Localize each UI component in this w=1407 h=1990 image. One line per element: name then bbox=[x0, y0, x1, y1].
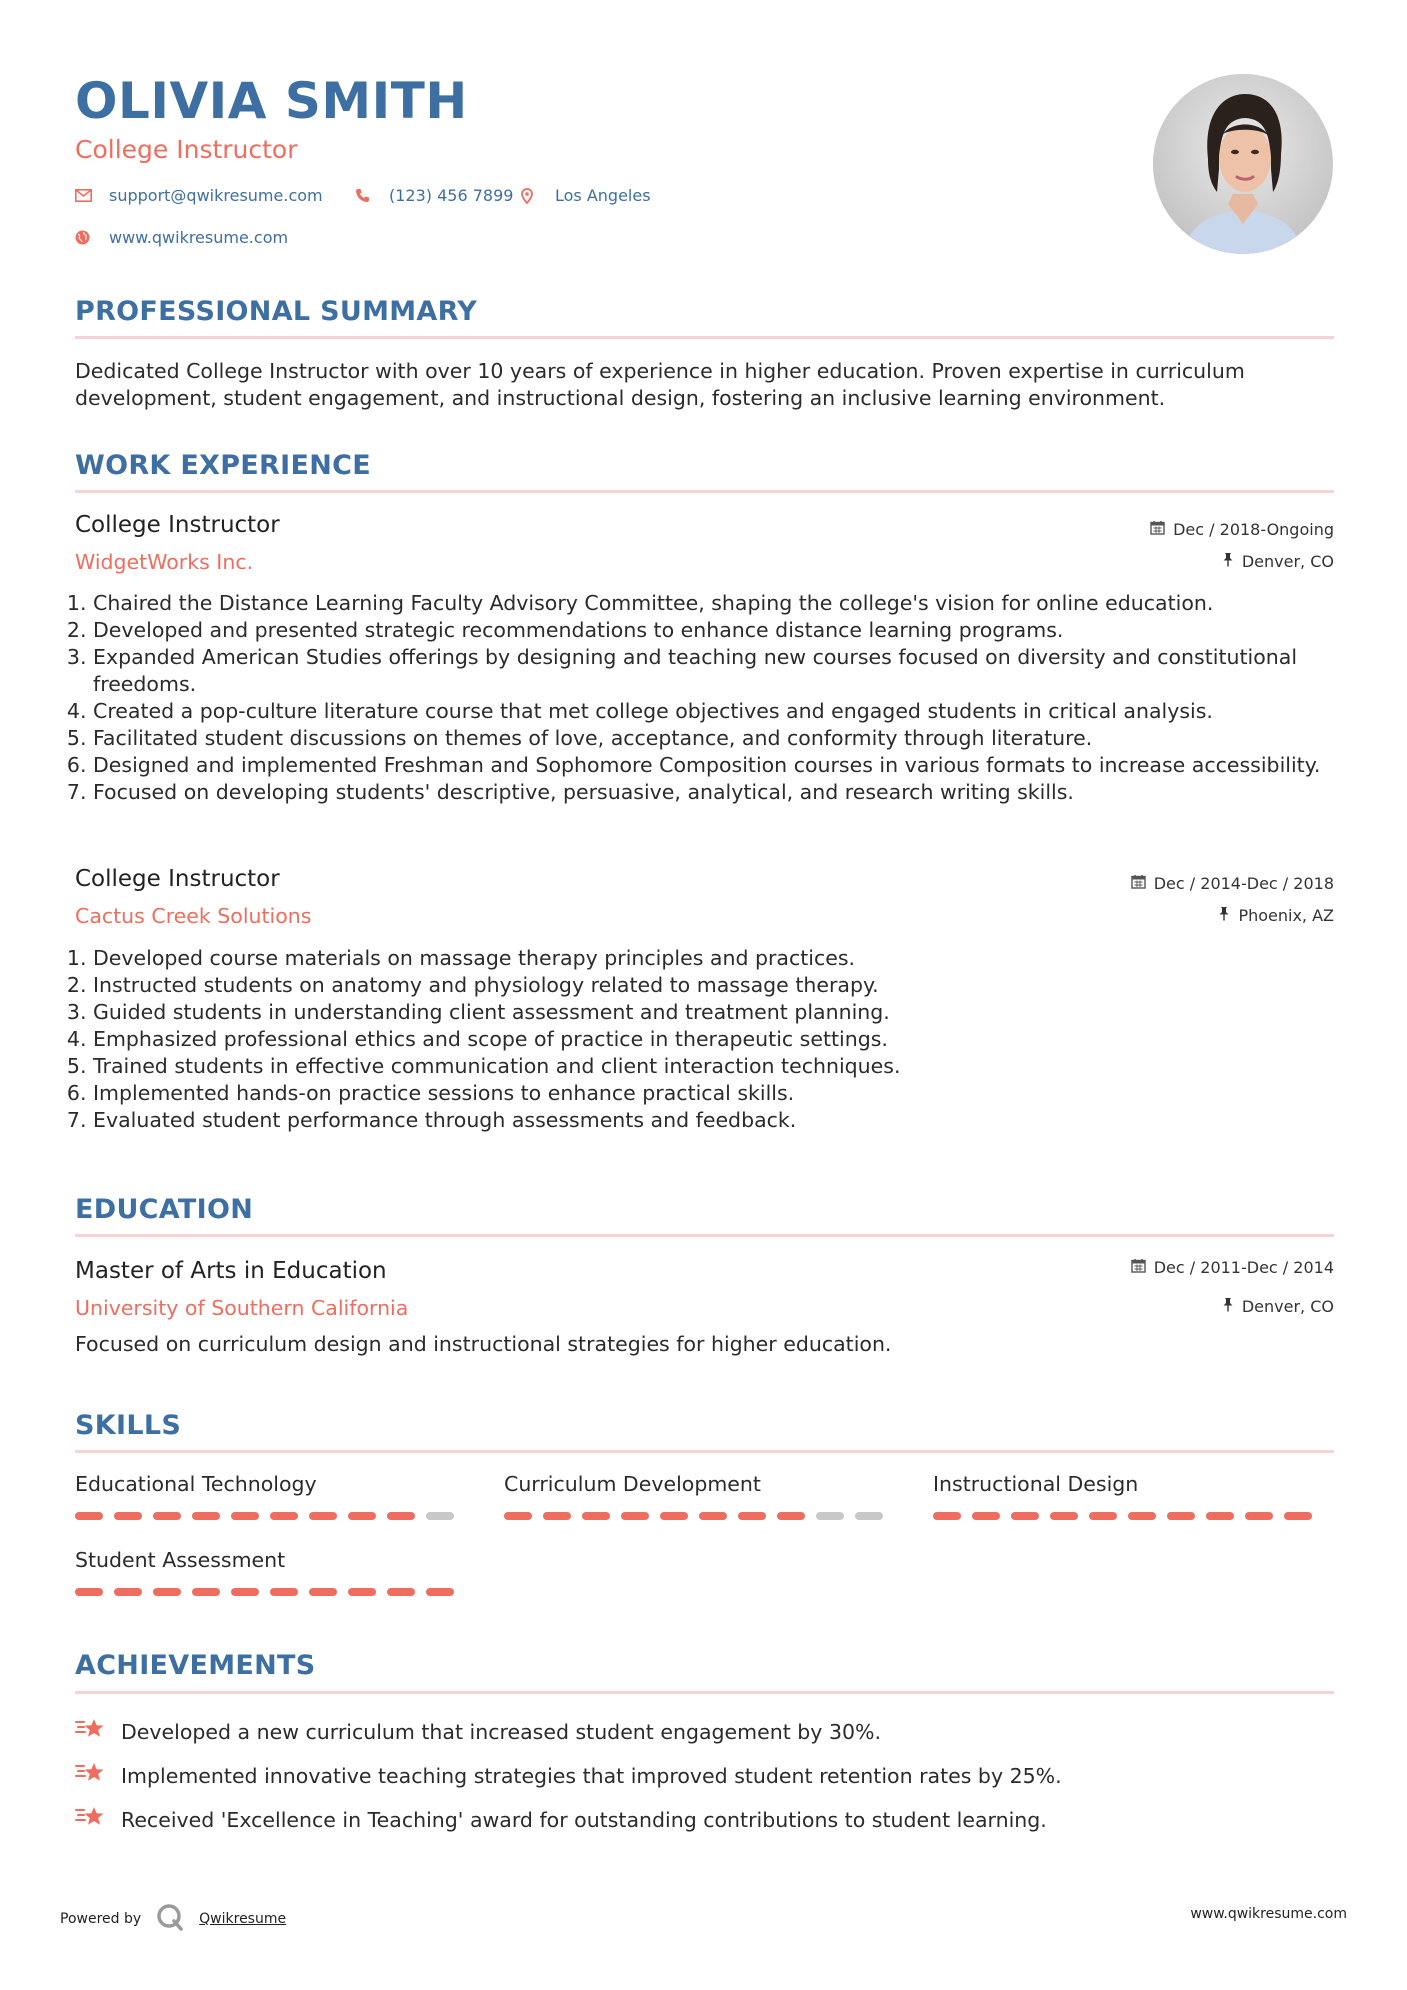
skill-level-bar bbox=[933, 1512, 1313, 1520]
skill-dash bbox=[738, 1512, 766, 1520]
experience-heading: WORK EXPERIENCE bbox=[75, 450, 371, 481]
list-item: 4. Emphasized professional ethics and scope of practice in therapeutic settings. bbox=[93, 1026, 1352, 1053]
job-title: College Instructor bbox=[75, 866, 280, 892]
education-location-text: Denver, CO bbox=[1241, 1297, 1334, 1316]
candidate-role: College Instructor bbox=[75, 135, 298, 164]
calendar-icon bbox=[1131, 1258, 1146, 1277]
map-pin-icon bbox=[521, 188, 555, 204]
school-name: University of Southern California bbox=[75, 1296, 409, 1320]
job-location-text: Denver, CO bbox=[1241, 552, 1334, 571]
skill-dash bbox=[1284, 1512, 1312, 1520]
skill-dash bbox=[309, 1588, 337, 1596]
achievement-item bbox=[75, 1760, 1062, 1791]
qwikresume-logo-icon bbox=[155, 1902, 185, 1936]
education-description: Focused on curriculum design and instructional strategies for higher education. bbox=[75, 1332, 892, 1356]
email-text: support@qwikresume.com bbox=[109, 186, 323, 205]
skill-dash bbox=[231, 1588, 259, 1596]
phone-icon bbox=[355, 188, 389, 203]
skill-dash bbox=[699, 1512, 727, 1520]
skill-dash bbox=[1167, 1512, 1195, 1520]
skill-dash bbox=[309, 1512, 337, 1520]
profile-photo bbox=[1153, 74, 1333, 254]
skill-dash bbox=[1245, 1512, 1273, 1520]
skill-dash bbox=[270, 1588, 298, 1596]
list-item: 4. Created a pop-culture literature course that met college objectives and engaged students in critical analysis. bbox=[93, 698, 1352, 725]
skill-dash bbox=[1128, 1512, 1156, 1520]
skill-dash bbox=[153, 1588, 181, 1596]
skill-dash bbox=[855, 1512, 883, 1520]
skill-dash bbox=[660, 1512, 688, 1520]
skill-dash bbox=[114, 1588, 142, 1596]
education-dates-text: Dec / 2011-Dec / 2014 bbox=[1153, 1258, 1334, 1277]
skill-dash bbox=[1089, 1512, 1117, 1520]
achievement-item bbox=[75, 1804, 1047, 1835]
contact-location bbox=[521, 186, 651, 205]
shooting-star-icon bbox=[75, 1760, 107, 1791]
powered-by-label: Powered by bbox=[60, 1911, 142, 1927]
skill-dash bbox=[1011, 1512, 1039, 1520]
pushpin-icon bbox=[1222, 1297, 1234, 1316]
list-item: 7. Evaluated student performance through assessments and feedback. bbox=[93, 1107, 1352, 1134]
skill-item bbox=[933, 1472, 1313, 1520]
skill-dash bbox=[816, 1512, 844, 1520]
list-item: 6. Implemented hands-on practice sessions to enhance practical skills. bbox=[93, 1080, 1352, 1107]
envelope-icon bbox=[75, 189, 109, 202]
skill-dash bbox=[1050, 1512, 1078, 1520]
skill-dash bbox=[348, 1588, 376, 1596]
education-heading: EDUCATION bbox=[75, 1194, 254, 1225]
skill-item bbox=[75, 1548, 455, 1596]
calendar-icon bbox=[1131, 874, 1146, 893]
skill-level-bar bbox=[75, 1588, 455, 1596]
job-dates-text: Dec / 2018-Ongoing bbox=[1173, 520, 1334, 539]
list-item: 6. Designed and implemented Freshman and Sophomore Composition courses in various formats to increase accessibility. bbox=[93, 752, 1352, 779]
job-dates-text: Dec / 2014-Dec / 2018 bbox=[1153, 874, 1334, 893]
qwikresume-link[interactable]: Qwikresume bbox=[199, 1911, 287, 1927]
skill-name: Student Assessment bbox=[75, 1548, 286, 1572]
skill-dash bbox=[348, 1512, 376, 1520]
skill-dash bbox=[504, 1512, 532, 1520]
calendar-icon bbox=[1150, 520, 1165, 539]
list-item: 5. Trained students in effective communication and client interaction techniques. bbox=[93, 1053, 1352, 1080]
skill-dash bbox=[114, 1512, 142, 1520]
skill-dash bbox=[777, 1512, 805, 1520]
website-text: www.qwikresume.com bbox=[109, 228, 289, 247]
skill-dash bbox=[192, 1588, 220, 1596]
list-item: 2. Instructed students on anatomy and physiology related to massage therapy. bbox=[93, 972, 1352, 999]
job-location-text: Phoenix, AZ bbox=[1238, 906, 1334, 925]
skills-divider bbox=[75, 1450, 1334, 1453]
achievement-text: Received 'Excellence in Teaching' award for outstanding contributions to student learning. bbox=[121, 1807, 1047, 1832]
list-item: 7. Focused on developing students' descriptive, persuasive, analytical, and research writing skills. bbox=[93, 779, 1352, 806]
list-item: 3. Guided students in understanding client assessment and treatment planning. bbox=[93, 999, 1352, 1026]
skill-dash bbox=[972, 1512, 1000, 1520]
contact-phone[interactable] bbox=[355, 186, 513, 205]
skill-dash bbox=[270, 1512, 298, 1520]
skill-dash bbox=[426, 1512, 454, 1520]
phone-text: (123) 456 7899 bbox=[389, 186, 514, 205]
education-dates bbox=[1131, 1258, 1334, 1277]
skill-dash bbox=[231, 1512, 259, 1520]
globe-icon bbox=[75, 230, 109, 245]
skill-dash bbox=[543, 1512, 571, 1520]
location-text: Los Angeles bbox=[555, 186, 651, 205]
skill-name: Instructional Design bbox=[933, 1472, 1139, 1496]
skill-dash bbox=[387, 1588, 415, 1596]
skill-dash bbox=[1206, 1512, 1234, 1520]
job-title: College Instructor bbox=[75, 512, 280, 538]
list-item: 1. Developed course materials on massage therapy principles and practices. bbox=[93, 945, 1352, 972]
job-company: WidgetWorks Inc. bbox=[75, 550, 254, 574]
list-item: 3. Expanded American Studies offerings by designing and teaching new courses focused on diversity and constitutional freedoms. bbox=[93, 644, 1352, 698]
skill-dash bbox=[582, 1512, 610, 1520]
job-location bbox=[1218, 906, 1334, 925]
achievement-text: Implemented innovative teaching strategies that improved student retention rates by 25%. bbox=[121, 1763, 1062, 1788]
list-item: 1. Chaired the Distance Learning Faculty Advisory Committee, shaping the college's vision for online education. bbox=[93, 590, 1352, 617]
skill-dash bbox=[387, 1512, 415, 1520]
skill-item bbox=[504, 1472, 884, 1520]
skills-heading: SKILLS bbox=[75, 1410, 182, 1441]
pushpin-icon bbox=[1218, 906, 1230, 925]
skill-item bbox=[75, 1472, 455, 1520]
job-bullets bbox=[75, 590, 1352, 806]
education-divider bbox=[75, 1234, 1334, 1237]
achievements-heading: ACHIEVEMENTS bbox=[75, 1650, 316, 1681]
summary-heading: PROFESSIONAL SUMMARY bbox=[75, 296, 478, 327]
skill-dash bbox=[192, 1512, 220, 1520]
job-dates bbox=[1131, 874, 1334, 893]
skill-name: Curriculum Development bbox=[504, 1472, 761, 1496]
skill-dash bbox=[621, 1512, 649, 1520]
summary-text: Dedicated College Instructor with over 10 years of experience in higher education. Proven expertise in curriculum development, student engagement, and instructional design, fostering an inclusive learning environment. bbox=[75, 359, 1245, 410]
skill-dash bbox=[933, 1512, 961, 1520]
candidate-name: OLIVIA SMITH bbox=[75, 72, 468, 130]
skill-name: Educational Technology bbox=[75, 1472, 317, 1496]
education-location bbox=[1222, 1297, 1334, 1316]
job-dates bbox=[1150, 520, 1334, 539]
skill-dash bbox=[75, 1512, 103, 1520]
achievements-divider bbox=[75, 1691, 1334, 1694]
list-item: 2. Developed and presented strategic recommendations to enhance distance learning programs. bbox=[93, 617, 1352, 644]
list-item: 5. Facilitated student discussions on themes of love, acceptance, and conformity through literature. bbox=[93, 725, 1352, 752]
skill-dash bbox=[75, 1588, 103, 1596]
shooting-star-icon bbox=[75, 1804, 107, 1835]
pushpin-icon bbox=[1222, 552, 1234, 571]
skill-level-bar bbox=[75, 1512, 455, 1520]
skill-dash bbox=[153, 1512, 181, 1520]
achievement-text: Developed a new curriculum that increased student engagement by 30%. bbox=[121, 1719, 882, 1744]
shooting-star-icon bbox=[75, 1716, 107, 1747]
degree-title: Master of Arts in Education bbox=[75, 1258, 387, 1284]
job-company: Cactus Creek Solutions bbox=[75, 904, 312, 928]
job-location bbox=[1222, 552, 1334, 571]
skill-level-bar bbox=[504, 1512, 884, 1520]
achievement-item bbox=[75, 1716, 881, 1747]
summary-divider bbox=[75, 336, 1334, 339]
footer-site-link[interactable]: www.qwikresume.com bbox=[1190, 1906, 1347, 1922]
skill-dash bbox=[426, 1588, 454, 1596]
contact-website[interactable] bbox=[75, 228, 288, 247]
job-bullets bbox=[75, 945, 1352, 1134]
footer-powered-by bbox=[60, 1902, 286, 1936]
contact-email[interactable] bbox=[75, 186, 323, 205]
experience-divider bbox=[75, 490, 1334, 493]
